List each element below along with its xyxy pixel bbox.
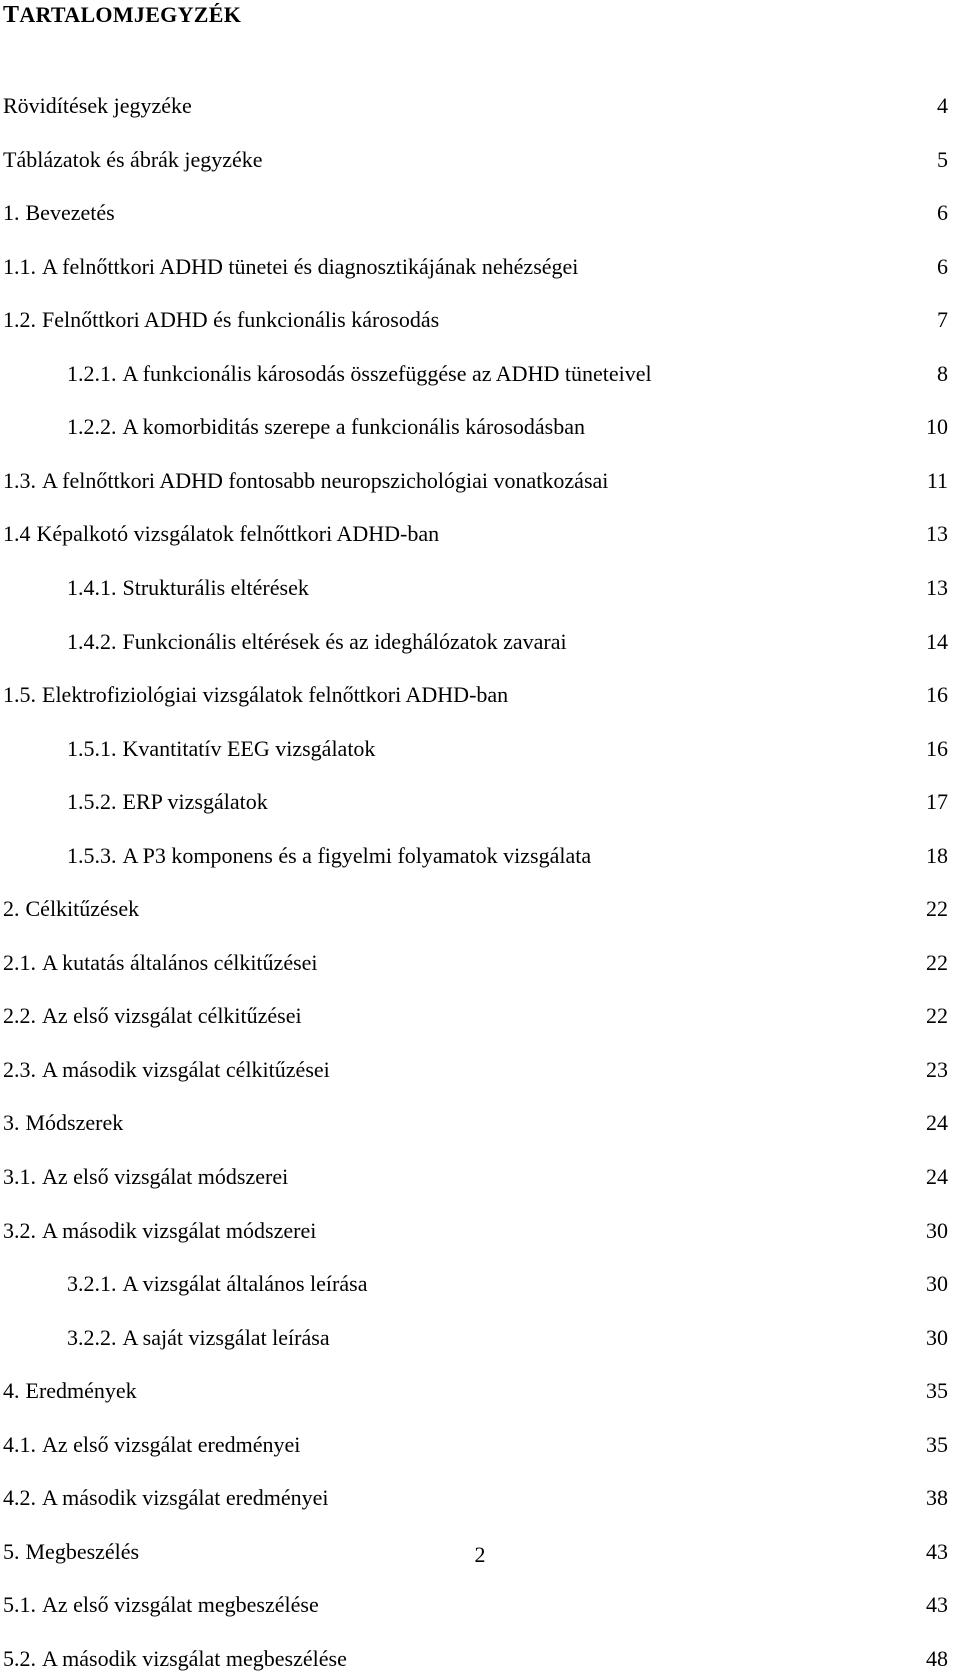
- toc-entry[interactable]: [67, 411, 948, 443]
- toc-entry[interactable]: [3, 90, 948, 122]
- toc-entry-title: A felnőttkori ADHD tünetei és diagnosztikájának nehézségei: [42, 254, 579, 279]
- toc-entry-number: 1.5.: [3, 682, 36, 707]
- toc-entry-title: A funkcionális károsodás összefüggése az ADHD tüneteivel: [122, 361, 652, 386]
- toc-entry-title: A komorbiditás szerepe a funkcionális károsodásban: [122, 414, 585, 439]
- toc-entry-title: Strukturális eltérések: [122, 575, 309, 600]
- page-title-initial: T: [3, 2, 20, 28]
- page-title: [3, 2, 241, 28]
- toc-entry-page: 7: [937, 307, 948, 332]
- toc-entry-title: Az első vizsgálat megbeszélése: [42, 1592, 319, 1617]
- toc-entry[interactable]: [3, 251, 948, 283]
- toc-entry-page: 30: [926, 1218, 948, 1243]
- toc-entry-number: 1.1.: [3, 254, 36, 279]
- toc-entry-number: 1.5.2.: [67, 789, 117, 814]
- toc-entry-number: 1.5.1.: [67, 736, 117, 761]
- toc-entry-number: 2.3.: [3, 1057, 36, 1082]
- toc-entry-number: 3.2.2.: [67, 1325, 117, 1350]
- toc-entry-page: 16: [926, 736, 948, 761]
- page-number: 2: [474, 1542, 486, 1567]
- toc-entry-number: 3.2.1.: [67, 1271, 117, 1296]
- toc-entry-title: A saját vizsgálat leírása: [122, 1325, 330, 1350]
- toc-entry-page: 22: [926, 1003, 948, 1028]
- toc-entry-title: A második vizsgálat megbeszélése: [42, 1646, 347, 1671]
- toc-entry-page: 6: [937, 254, 948, 279]
- toc-entry-title: Eredmények: [25, 1378, 137, 1403]
- toc-entry[interactable]: [3, 1161, 948, 1193]
- toc-entry-page: 30: [926, 1325, 948, 1350]
- toc-entry-number: 2.: [3, 896, 20, 921]
- toc-entry[interactable]: [67, 1322, 948, 1354]
- toc-entry-number: 3.: [3, 1110, 20, 1135]
- toc-entry-number: 1.3.: [3, 468, 36, 493]
- toc-entry-title: Módszerek: [25, 1110, 124, 1135]
- toc-entry-number: 1.4: [3, 521, 31, 546]
- toc-entry-number: 1.2.2.: [67, 414, 117, 439]
- toc-entry-page: 38: [926, 1485, 948, 1510]
- page-title-rest: ARTALOMJEGYZÉK: [19, 2, 242, 27]
- toc-entry-title: Az első vizsgálat célkitűzései: [42, 1003, 302, 1028]
- toc-entry-title: Az első vizsgálat módszerei: [42, 1164, 289, 1189]
- toc-entry-number: 1.4.1.: [67, 575, 117, 600]
- toc-entry-number: 1.4.2.: [67, 629, 117, 654]
- toc-entry-number: 5.: [3, 1539, 20, 1564]
- toc-entry-title: Képalkotó vizsgálatok felnőttkori ADHD-ban: [36, 521, 440, 546]
- toc-entry[interactable]: [3, 1589, 948, 1621]
- toc-entry-number: 5.2.: [3, 1646, 36, 1671]
- toc-entry-title: Kvantitatív EEG vizsgálatok: [122, 736, 376, 761]
- toc-entry[interactable]: [3, 947, 948, 979]
- toc-entry-page: 6: [937, 200, 948, 225]
- toc-entry[interactable]: [3, 1000, 948, 1032]
- toc-entry-page: 43: [926, 1592, 948, 1617]
- toc-entry-title: A P3 komponens és a figyelmi folyamatok vizsgálata: [122, 843, 592, 868]
- toc-entry-title: Az első vizsgálat eredményei: [42, 1432, 301, 1457]
- toc-entry-title: Elektrofiziológiai vizsgálatok felnőttkori ADHD-ban: [42, 682, 509, 707]
- toc-entry-number: 2.2.: [3, 1003, 36, 1028]
- toc-entry-number: 4.: [3, 1378, 20, 1403]
- toc-entry-page: 35: [926, 1432, 948, 1457]
- toc-entry-page: 13: [926, 521, 948, 546]
- toc-entry-page: 8: [937, 361, 948, 386]
- toc-entry[interactable]: [3, 197, 948, 229]
- toc-entry-number: 3.2.: [3, 1218, 36, 1243]
- toc-entry[interactable]: [3, 893, 948, 925]
- toc-entry[interactable]: [3, 1375, 948, 1407]
- toc-entry[interactable]: [67, 1268, 948, 1300]
- toc-entry[interactable]: [3, 1215, 948, 1247]
- toc-entry-title: ERP vizsgálatok: [122, 789, 268, 814]
- toc-entry-page: 24: [926, 1164, 948, 1189]
- toc-entry-page: 24: [926, 1110, 948, 1135]
- toc-entry-title: A vizsgálat általános leírása: [122, 1271, 368, 1296]
- toc-entry-page: 18: [926, 843, 948, 868]
- toc-entry[interactable]: [67, 840, 948, 872]
- toc-entry-number: 1.: [3, 200, 20, 225]
- toc-entry-number: 5.1.: [3, 1592, 36, 1617]
- toc-entry[interactable]: [67, 733, 948, 765]
- toc-entry-page: 35: [926, 1378, 948, 1403]
- toc-entry-title: Funkcionális eltérések és az ideghálózatok zavarai: [122, 629, 567, 654]
- toc-entry-page: 14: [926, 629, 948, 654]
- toc-entry-page: 13: [926, 575, 948, 600]
- toc-entry-title: Rövidítések jegyzéke: [3, 93, 192, 118]
- toc-entry[interactable]: [3, 1107, 948, 1139]
- toc-entry-page: 48: [926, 1646, 948, 1671]
- toc-entry[interactable]: [3, 518, 948, 550]
- toc-entry-page: 5: [937, 147, 948, 172]
- toc-entry-title: A második vizsgálat módszerei: [42, 1218, 317, 1243]
- toc-entry[interactable]: [3, 679, 948, 711]
- toc-entry-page: 30: [926, 1271, 948, 1296]
- toc-entry-title: Célkitűzések: [25, 896, 140, 921]
- toc-entry-page: 11: [926, 468, 948, 493]
- toc-entry[interactable]: [3, 1429, 948, 1461]
- toc-entry-page: 43: [926, 1539, 948, 1564]
- toc-entry-title: A második vizsgálat célkitűzései: [42, 1057, 330, 1082]
- toc-entry-page: 22: [926, 896, 948, 921]
- toc-entry-page: 22: [926, 950, 948, 975]
- toc-entry[interactable]: [67, 358, 948, 390]
- toc-entry-title: Felnőttkori ADHD és funkcionális károsodás: [42, 307, 440, 332]
- toc-entry[interactable]: [3, 1054, 948, 1086]
- toc-entry-title: A felnőttkori ADHD fontosabb neuropszichológiai vonatkozásai: [42, 468, 609, 493]
- toc-entry[interactable]: [3, 465, 948, 497]
- toc-entry-title: Bevezetés: [25, 200, 115, 225]
- toc-entry[interactable]: [3, 1482, 948, 1514]
- toc-entry[interactable]: [67, 786, 948, 818]
- toc-entry-title: A kutatás általános célkitűzései: [42, 950, 318, 975]
- toc-entry-page: 23: [926, 1057, 948, 1082]
- toc-entry[interactable]: [3, 304, 948, 336]
- toc-entry-title: A második vizsgálat eredményei: [42, 1485, 329, 1510]
- toc-entry-number: 1.2.1.: [67, 361, 117, 386]
- toc-entry-number: 2.1.: [3, 950, 36, 975]
- toc-entry-page: 16: [926, 682, 948, 707]
- toc-entry[interactable]: [3, 1643, 948, 1675]
- toc-entry-number: 4.2.: [3, 1485, 36, 1510]
- toc-entry[interactable]: [3, 144, 948, 176]
- toc-entry-page: 17: [926, 789, 948, 814]
- toc-entry-title: Táblázatok és ábrák jegyzéke: [3, 147, 263, 172]
- toc-entry[interactable]: [67, 626, 948, 658]
- toc-entry-number: 1.2.: [3, 307, 36, 332]
- toc-entry[interactable]: [67, 572, 948, 604]
- toc-entry-number: 4.1.: [3, 1432, 36, 1457]
- toc-entry-page: 4: [937, 93, 948, 118]
- toc-entry-page: 10: [926, 414, 948, 439]
- toc-entry-number: 1.5.3.: [67, 843, 117, 868]
- toc-entry-number: 3.1.: [3, 1164, 36, 1189]
- toc-entry-title: Megbeszélés: [25, 1539, 140, 1564]
